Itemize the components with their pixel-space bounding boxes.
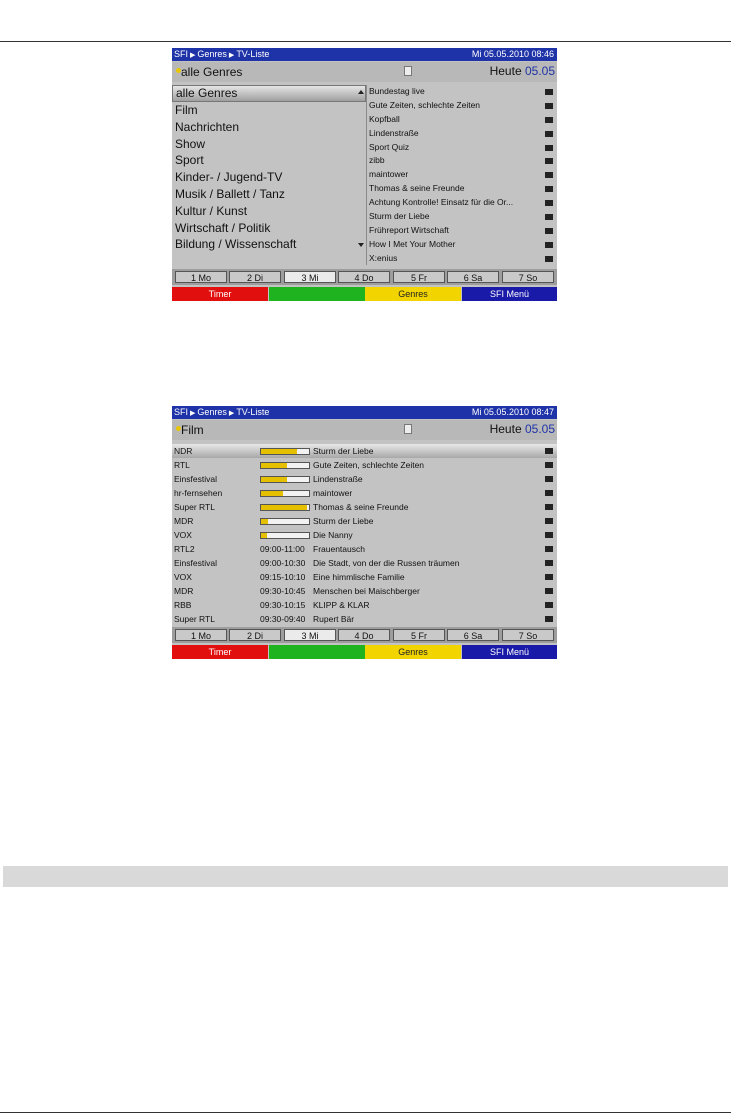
scroll-down-icon[interactable] bbox=[358, 243, 364, 247]
day-tab-mo[interactable]: 1 Mo bbox=[175, 629, 227, 641]
section-band bbox=[3, 866, 728, 887]
genres-button[interactable]: Genres bbox=[365, 645, 461, 659]
day-tab-di[interactable]: 2 Di bbox=[229, 629, 281, 641]
channel-name: Einsfestival bbox=[174, 558, 217, 568]
today-label: Heute bbox=[489, 422, 522, 436]
program-title: Thomas & seine Freunde bbox=[369, 183, 465, 194]
selected-genre: alle Genres bbox=[181, 65, 243, 79]
time-range: 09:00-11:00 bbox=[260, 544, 305, 554]
genre-item-nachrichten[interactable]: Nachrichten bbox=[175, 119, 240, 134]
program-row[interactable] bbox=[172, 570, 557, 584]
program-item[interactable] bbox=[367, 85, 557, 99]
genre-item-wirtschaft[interactable]: Wirtschaft / Politik bbox=[175, 220, 271, 235]
info-icon bbox=[545, 256, 553, 262]
program-row[interactable] bbox=[172, 556, 557, 570]
info-icon bbox=[545, 476, 553, 482]
program-title: Menschen bei Maischberger bbox=[313, 586, 420, 596]
channel-name: VOX bbox=[174, 530, 192, 540]
selected-genre: Film bbox=[181, 423, 204, 437]
program-row[interactable] bbox=[172, 542, 557, 556]
day-tab-fr[interactable]: 5 Fr bbox=[393, 629, 445, 641]
time-range: 09:00-10:30 bbox=[260, 558, 306, 568]
breadcrumb-sfi[interactable]: SFI bbox=[174, 407, 189, 417]
tv-list-screen-all-genres bbox=[172, 48, 557, 301]
info-icon bbox=[545, 532, 553, 538]
genre-item-alle-genres[interactable]: alle Genres bbox=[172, 85, 366, 102]
channel-name: VOX bbox=[174, 572, 192, 582]
program-title: Sturm der Liebe bbox=[313, 446, 374, 456]
datetime: Mi 05.05.2010 08:47 bbox=[471, 407, 554, 417]
info-icon bbox=[545, 131, 553, 137]
breadcrumb-genres[interactable]: Genres bbox=[197, 49, 227, 59]
program-title: Achtung Kontrolle! Einsatz für die Or... bbox=[369, 197, 514, 208]
progress-fill bbox=[261, 449, 297, 454]
program-list[interactable] bbox=[367, 85, 557, 266]
program-item[interactable] bbox=[367, 113, 557, 127]
progress-fill bbox=[261, 533, 267, 538]
program-title: Frühreport Wirtschaft bbox=[369, 224, 449, 235]
info-icon bbox=[545, 602, 553, 608]
genre-header bbox=[172, 62, 557, 82]
program-item[interactable] bbox=[367, 196, 557, 210]
breadcrumb-tv-liste: TV-Liste bbox=[236, 49, 270, 59]
channel-name: hr-fernsehen bbox=[174, 488, 223, 498]
progress-fill bbox=[261, 491, 283, 496]
program-title: Lindenstraße bbox=[369, 127, 419, 138]
time-range: 09:30-10:15 bbox=[260, 600, 306, 610]
scroll-up-icon[interactable] bbox=[358, 90, 364, 94]
arrow-right-icon: ▶ bbox=[190, 410, 196, 417]
green-button[interactable] bbox=[269, 287, 365, 301]
program-row[interactable] bbox=[172, 584, 557, 598]
progress-fill bbox=[261, 477, 287, 482]
time-range: 09:30-09:40 bbox=[260, 614, 306, 624]
channel-name: MDR bbox=[174, 586, 194, 596]
page-top-rule bbox=[0, 41, 731, 42]
info-icon bbox=[545, 518, 553, 524]
datetime: Mi 05.05.2010 08:46 bbox=[471, 49, 554, 59]
program-title: Gute Zeiten, schlechte Zeiten bbox=[313, 460, 425, 470]
info-icon bbox=[545, 490, 553, 496]
arrow-right-icon: ▶ bbox=[228, 410, 235, 417]
program-title: Lindenstraße bbox=[313, 474, 363, 484]
channel-name: RBB bbox=[174, 600, 192, 610]
info-icon bbox=[545, 200, 553, 206]
today-label: Heute bbox=[489, 64, 522, 78]
program-row[interactable] bbox=[172, 472, 557, 486]
info-icon bbox=[545, 158, 553, 164]
day-tab-mi[interactable]: 3 Mi bbox=[284, 629, 336, 641]
program-title: maintower bbox=[313, 488, 353, 498]
genre-item-bildung[interactable]: Bildung / Wissenschaft bbox=[175, 237, 297, 252]
day-tab-mo[interactable]: 1 Mo bbox=[175, 271, 227, 283]
lock-icon bbox=[404, 424, 412, 434]
today-date: 05.05 bbox=[524, 64, 555, 78]
program-item[interactable] bbox=[367, 182, 557, 196]
program-title: Die Stadt, von der die Russen träumen bbox=[313, 558, 460, 568]
channel-name: Einsfestival bbox=[174, 474, 217, 484]
program-title: Die Nanny bbox=[313, 530, 353, 540]
color-button-bar bbox=[172, 287, 557, 301]
genre-item-film[interactable]: Film bbox=[175, 103, 198, 117]
channel-name: RTL bbox=[174, 460, 190, 470]
genre-header bbox=[172, 420, 557, 440]
info-icon bbox=[545, 145, 553, 151]
sfi-menu-button[interactable]: SFI Menü bbox=[462, 287, 557, 301]
info-icon bbox=[545, 588, 553, 594]
time-range: 09:15-10:10 bbox=[260, 572, 306, 582]
program-title: Rupert Bär bbox=[313, 614, 355, 624]
day-tabs bbox=[172, 627, 557, 643]
arrow-right-icon: ▶ bbox=[228, 52, 235, 59]
genre-item-kinder[interactable]: Kinder- / Jugend-TV bbox=[175, 170, 283, 185]
program-row[interactable] bbox=[172, 528, 557, 542]
info-icon bbox=[545, 242, 553, 248]
day-tab-do[interactable]: 4 Do bbox=[338, 629, 390, 641]
info-icon bbox=[545, 616, 553, 622]
progress-bar bbox=[260, 532, 310, 539]
breadcrumb-sfi[interactable]: SFI bbox=[174, 49, 189, 59]
info-icon bbox=[545, 117, 553, 123]
breadcrumb bbox=[174, 406, 269, 420]
breadcrumb bbox=[174, 48, 269, 62]
program-item[interactable] bbox=[367, 99, 557, 113]
info-icon bbox=[545, 448, 553, 454]
today-indicator bbox=[490, 422, 555, 436]
day-tab-so[interactable]: 7 So bbox=[502, 629, 554, 641]
breadcrumb-tv-liste: TV-Liste bbox=[236, 407, 270, 417]
channel-name: Super RTL bbox=[174, 502, 215, 512]
day-tab-mi[interactable]: 3 Mi bbox=[284, 271, 336, 283]
channel-name: Super RTL bbox=[174, 614, 215, 624]
program-title: Sturm der Liebe bbox=[313, 516, 374, 526]
green-button[interactable] bbox=[269, 645, 365, 659]
program-item[interactable] bbox=[367, 127, 557, 141]
timer-button[interactable]: Timer bbox=[172, 645, 268, 659]
day-tab-so[interactable]: 7 So bbox=[502, 271, 554, 283]
program-title: Frauentausch bbox=[313, 544, 365, 554]
program-row[interactable] bbox=[172, 612, 557, 626]
program-row[interactable] bbox=[172, 500, 557, 514]
genre-item-kultur[interactable]: Kultur / Kunst bbox=[175, 203, 248, 218]
program-row[interactable] bbox=[172, 486, 557, 500]
info-icon bbox=[545, 560, 553, 566]
progress-fill bbox=[261, 505, 307, 510]
day-tab-di[interactable]: 2 Di bbox=[229, 271, 281, 283]
program-item[interactable] bbox=[367, 141, 557, 155]
day-tab-fr[interactable]: 5 Fr bbox=[393, 271, 445, 283]
progress-fill bbox=[261, 519, 268, 524]
program-title: Eine himmlische Familie bbox=[313, 572, 405, 582]
info-icon bbox=[545, 186, 553, 192]
time-range: 09:30-10:45 bbox=[260, 586, 306, 596]
program-item[interactable] bbox=[367, 252, 557, 266]
channel-name: RTL2 bbox=[174, 544, 195, 554]
tv-list-screen-film bbox=[172, 406, 557, 659]
today-indicator bbox=[490, 64, 555, 78]
program-title: maintower bbox=[369, 169, 409, 180]
page-bottom-rule bbox=[0, 1112, 731, 1113]
progress-bar bbox=[260, 518, 310, 525]
program-item[interactable] bbox=[367, 210, 557, 224]
program-title: Thomas & seine Freunde bbox=[313, 502, 409, 512]
info-icon bbox=[545, 89, 553, 95]
info-icon bbox=[545, 103, 553, 109]
info-icon bbox=[545, 546, 553, 552]
title-bar bbox=[172, 48, 557, 61]
day-tab-sa[interactable]: 6 Sa bbox=[447, 629, 499, 641]
program-item[interactable] bbox=[367, 168, 557, 182]
program-item[interactable] bbox=[367, 238, 557, 252]
program-row[interactable] bbox=[172, 458, 557, 472]
arrow-right-icon: ▶ bbox=[190, 52, 196, 59]
progress-bar bbox=[260, 462, 310, 469]
program-title: Gute Zeiten, schlechte Zeiten bbox=[369, 99, 481, 110]
channel-name: MDR bbox=[174, 516, 194, 526]
info-icon bbox=[545, 228, 553, 234]
program-title: Bundestag live bbox=[369, 86, 425, 96]
program-item[interactable] bbox=[367, 224, 557, 238]
day-tabs bbox=[172, 269, 557, 285]
program-title: Sport Quiz bbox=[369, 141, 410, 152]
info-icon bbox=[545, 462, 553, 468]
program-item[interactable] bbox=[367, 154, 557, 168]
progress-bar bbox=[260, 490, 310, 497]
program-title: Sturm der Liebe bbox=[369, 211, 430, 222]
sfi-menu-button[interactable]: SFI Menü bbox=[462, 645, 557, 659]
progress-bar bbox=[260, 504, 310, 511]
info-icon bbox=[545, 574, 553, 580]
program-title: X:enius bbox=[369, 252, 398, 263]
progress-bar bbox=[260, 448, 310, 455]
breadcrumb-genres[interactable]: Genres bbox=[197, 407, 227, 417]
genre-item-show[interactable]: Show bbox=[175, 136, 206, 151]
program-title: Kopfball bbox=[369, 113, 400, 124]
channel-name: NDR bbox=[174, 446, 193, 456]
progress-bar bbox=[260, 476, 310, 483]
timer-button[interactable]: Timer bbox=[172, 287, 268, 301]
day-tab-do[interactable]: 4 Do bbox=[338, 271, 390, 283]
genre-item-sport[interactable]: Sport bbox=[175, 153, 204, 168]
program-title: zibb bbox=[369, 155, 385, 166]
info-icon bbox=[545, 172, 553, 178]
today-date: 05.05 bbox=[524, 422, 555, 436]
color-button-bar bbox=[172, 645, 557, 659]
info-icon bbox=[545, 214, 553, 220]
genre-list[interactable] bbox=[172, 85, 366, 253]
program-title: KLIPP & KLAR bbox=[313, 600, 370, 610]
program-row[interactable] bbox=[172, 598, 557, 612]
genres-button[interactable]: Genres bbox=[365, 287, 461, 301]
progress-fill bbox=[261, 463, 287, 468]
program-title: How I Met Your Mother bbox=[369, 238, 456, 249]
program-row[interactable] bbox=[172, 514, 557, 528]
title-bar bbox=[172, 406, 557, 419]
program-table[interactable] bbox=[172, 444, 557, 626]
genre-item-musik[interactable]: Musik / Ballett / Tanz bbox=[175, 186, 285, 201]
lock-icon bbox=[404, 66, 412, 76]
program-row[interactable] bbox=[172, 444, 557, 458]
day-tab-sa[interactable]: 6 Sa bbox=[447, 271, 499, 283]
info-icon bbox=[545, 504, 553, 510]
